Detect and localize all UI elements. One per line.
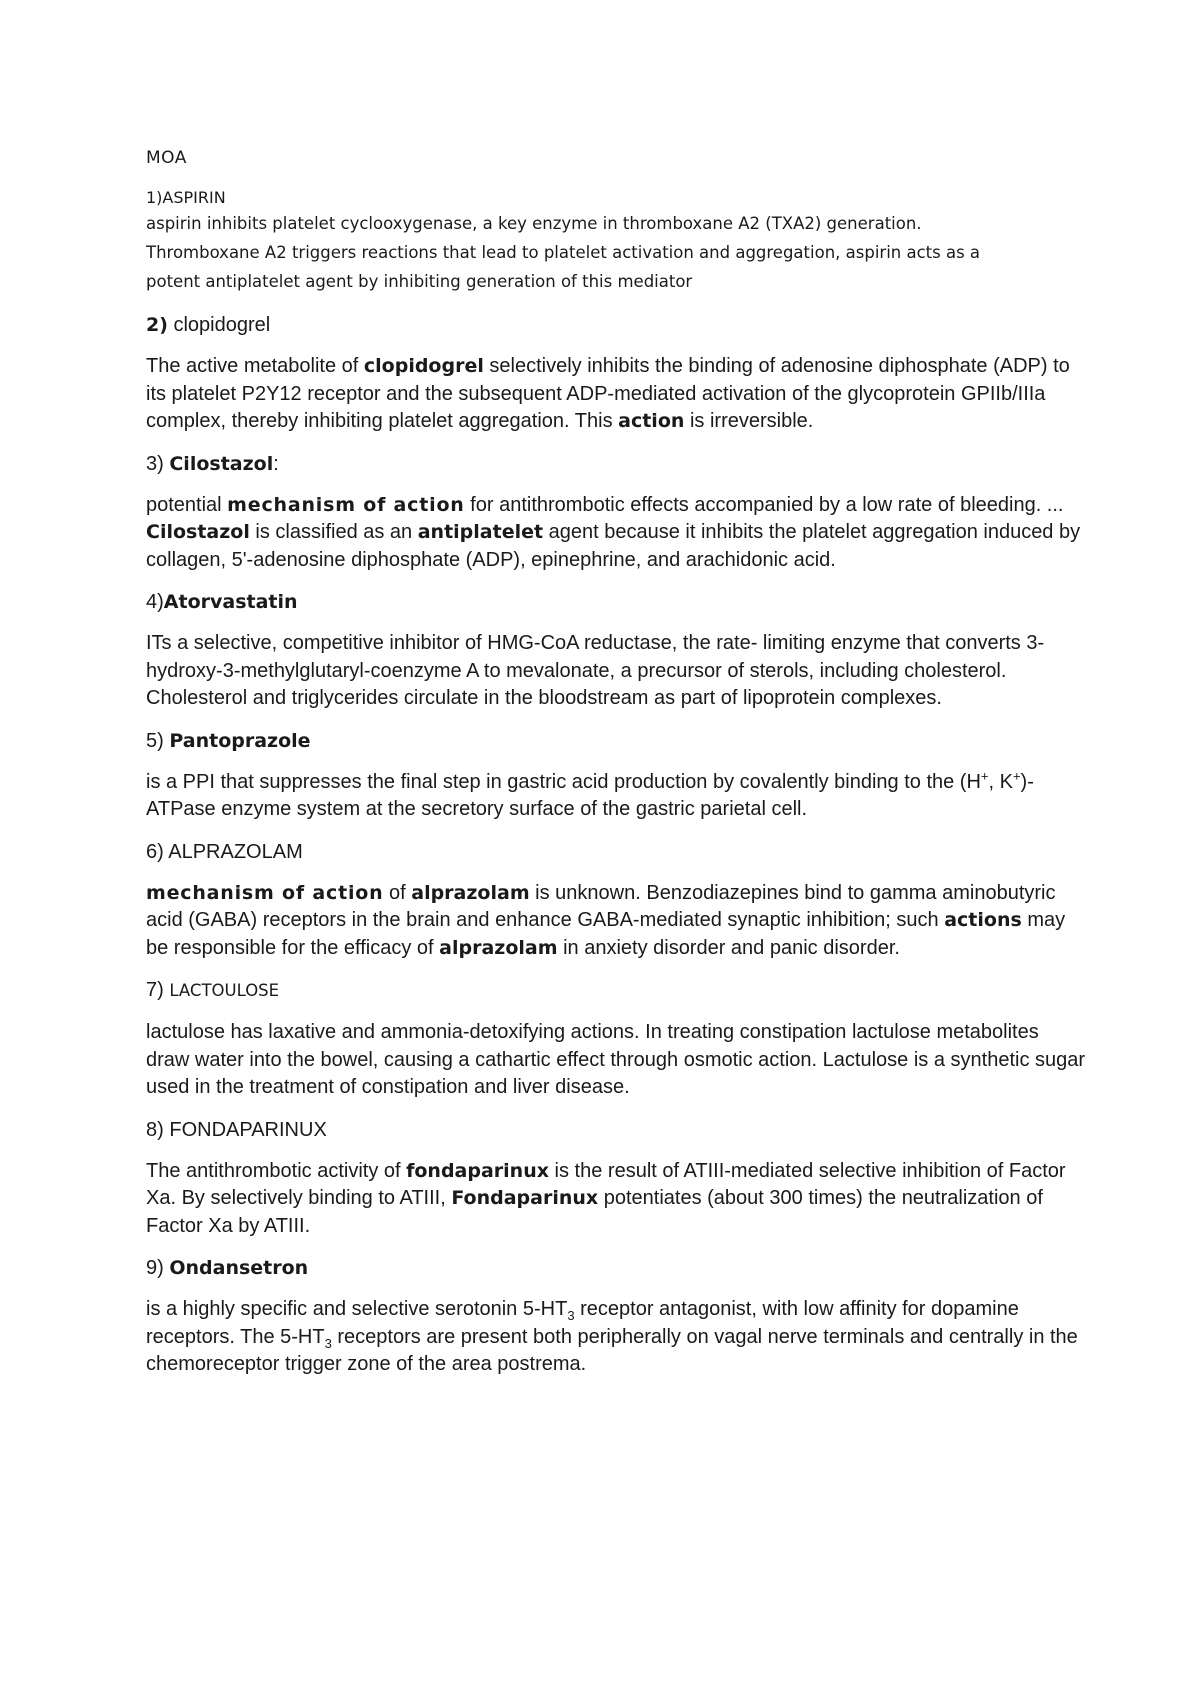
section-number: 9) bbox=[146, 1257, 164, 1279]
drug-name: Cilostazol bbox=[169, 452, 274, 475]
subscript: 3 bbox=[324, 1335, 332, 1351]
text-run: The antithrombotic activity of bbox=[146, 1159, 407, 1182]
section-body bbox=[146, 209, 1086, 296]
section-heading bbox=[146, 728, 1086, 754]
superscript: + bbox=[1012, 767, 1021, 783]
text-run: agent because it inhibits the platelet aggregation induced by collagen, 5'-adenosine diphosphate (ADP), epinephrine, and arachidonic acid. bbox=[146, 521, 1081, 571]
text-run: The active metabolite of bbox=[146, 355, 364, 377]
text-run: in anxiety disorder and panic disorder. bbox=[557, 936, 900, 959]
section-number: 2) bbox=[146, 314, 168, 336]
text-run: lactulose has laxative and ammonia-detoxifying actions. In treating constipation lactulose metabolites draw water into the bowel, causing a cathartic effect through osmotic action. Lactulose is a synthetic sugar used in the treatment of constipation and liver disease. bbox=[146, 1021, 1086, 1098]
text-run: is a PPI that suppresses the final step in gastric acid production by covalently binding to the (H bbox=[146, 770, 981, 793]
section-number: 7) bbox=[146, 979, 164, 1001]
section-clopidogrel bbox=[146, 312, 1086, 436]
emphasis-text: Fondaparinux bbox=[451, 1187, 599, 1209]
body-line: potent antiplatelet agent by inhibiting generation of this mediator bbox=[146, 272, 693, 291]
drug-name: Atorvastatin bbox=[163, 591, 298, 613]
drug-name: Ondansetron bbox=[169, 1257, 309, 1279]
emphasis-text: antiplatelet bbox=[417, 521, 544, 543]
text-run: of bbox=[383, 881, 412, 904]
heading-suffix: : bbox=[273, 452, 279, 475]
section-number: 6) bbox=[146, 840, 164, 863]
emphasis-text: alprazolam bbox=[411, 881, 530, 904]
section-heading bbox=[146, 188, 1086, 207]
section-pantoprazole bbox=[146, 728, 1086, 824]
document-content bbox=[146, 148, 1086, 1394]
section-body bbox=[146, 353, 1086, 436]
emphasis-text: actions bbox=[944, 909, 1022, 931]
text-run: is irreversible. bbox=[684, 410, 814, 432]
text-run: receptors are present both peripherally on vagal nerve terminals and centrally in the chemoreceptor trigger zone of the area postrema. bbox=[146, 1325, 1078, 1375]
text-run: potentiates (about 300 times) the neutralization of Factor Xa by ATIII. bbox=[146, 1187, 1043, 1237]
section-cilostazol bbox=[146, 451, 1086, 575]
drug-name: FONDAPARINUX bbox=[169, 1118, 327, 1141]
text-run: may be responsible for the efficacy of bbox=[146, 909, 1066, 959]
section-heading bbox=[146, 451, 1086, 477]
emphasis-text: action bbox=[618, 410, 685, 432]
section-fondaparinux bbox=[146, 1117, 1086, 1241]
section-body bbox=[146, 1158, 1086, 1241]
text-run: is classified as an bbox=[249, 521, 418, 543]
text-run: , K bbox=[988, 770, 1013, 793]
section-alprazolam bbox=[146, 839, 1086, 963]
section-body bbox=[146, 492, 1086, 575]
text-run: is the result of ATIII-mediated selective inhibition of Factor Xa. By selectively binding to ATIII, bbox=[146, 1159, 1066, 1209]
drug-name: LACTOULOSE bbox=[169, 981, 280, 1000]
section-body bbox=[146, 630, 1086, 713]
section-number: 5) bbox=[146, 729, 164, 752]
section-number: 4) bbox=[146, 591, 164, 613]
section-number: 3) bbox=[146, 452, 164, 475]
text-run: for antithrombotic effects accompanied by a low rate of bleeding. ... bbox=[464, 493, 1064, 516]
section-body bbox=[146, 1296, 1086, 1379]
document-title: MOA bbox=[146, 148, 187, 168]
section-body bbox=[146, 1019, 1086, 1102]
emphasis-text: clopidogrel bbox=[363, 355, 484, 377]
body-line: Thromboxane A2 triggers reactions that lead to platelet activation and aggregation, aspirin acts as a bbox=[146, 243, 981, 262]
section-atorvastatin bbox=[146, 589, 1086, 713]
section-body bbox=[146, 880, 1086, 963]
emphasis-text: mechanism of action bbox=[146, 881, 384, 904]
text-run: ITs a selective, competitive inhibitor of HMG-CoA reductase, the rate- limiting enzyme that converts 3-hydroxy-3-methylglutaryl-coenzyme A to mevalonate, a precursor of sterols, including cholesterol. Cholesterol and triglycerides circulate in the bloodstream as part of lipoprotein complexes. bbox=[146, 632, 1045, 709]
section-body bbox=[146, 769, 1086, 824]
section-aspirin bbox=[146, 188, 1086, 296]
section-heading bbox=[146, 589, 1086, 615]
text-run: selectively inhibits the binding of adenosine diphosphate (ADP) to its platelet P2Y12 receptor and the subsequent ADP-mediated activation of the glycoprotein GPIIb/IIIa complex, thereby inhibiting platelet aggregation. This bbox=[146, 355, 1070, 432]
section-lactulose bbox=[146, 977, 1086, 1102]
text-run: )-ATPase enzyme system at the secretory surface of the gastric parietal cell. bbox=[146, 770, 1034, 820]
section-ondansetron bbox=[146, 1255, 1086, 1379]
drug-name: ALPRAZOLAM bbox=[168, 840, 303, 863]
section-heading bbox=[146, 312, 1086, 338]
text-run: is a highly specific and selective serotonin 5-HT bbox=[146, 1298, 568, 1320]
drug-name: ASPIRIN bbox=[162, 188, 226, 207]
emphasis-text: Cilostazol bbox=[146, 521, 250, 543]
drug-name: clopidogrel bbox=[173, 314, 271, 336]
section-heading bbox=[146, 839, 1086, 865]
text-run: is unknown. Benzodiazepines bind to gamma aminobutyric acid (GABA) receptors in the brain and enhance GABA-mediated synaptic inhibition; such bbox=[146, 881, 1056, 931]
emphasis-text: alprazolam bbox=[439, 936, 558, 959]
section-heading bbox=[146, 977, 1086, 1004]
section-number: 8) bbox=[146, 1118, 164, 1141]
section-heading bbox=[146, 1117, 1086, 1143]
text-run: potential bbox=[146, 493, 228, 516]
text-run: receptor antagonist, with low affinity for dopamine receptors. The 5-HT bbox=[146, 1298, 1019, 1348]
superscript: + bbox=[980, 767, 989, 783]
section-heading bbox=[146, 1255, 1086, 1281]
emphasis-text: fondaparinux bbox=[406, 1159, 549, 1182]
emphasis-text: mechanism of action bbox=[227, 493, 465, 516]
drug-name: Pantoprazole bbox=[169, 729, 311, 752]
body-line: aspirin inhibits platelet cyclooxygenase, a key enzyme in thromboxane A2 (TXA2) generation. bbox=[146, 214, 922, 233]
section-number: 1) bbox=[146, 188, 163, 207]
subscript: 3 bbox=[567, 1308, 575, 1323]
